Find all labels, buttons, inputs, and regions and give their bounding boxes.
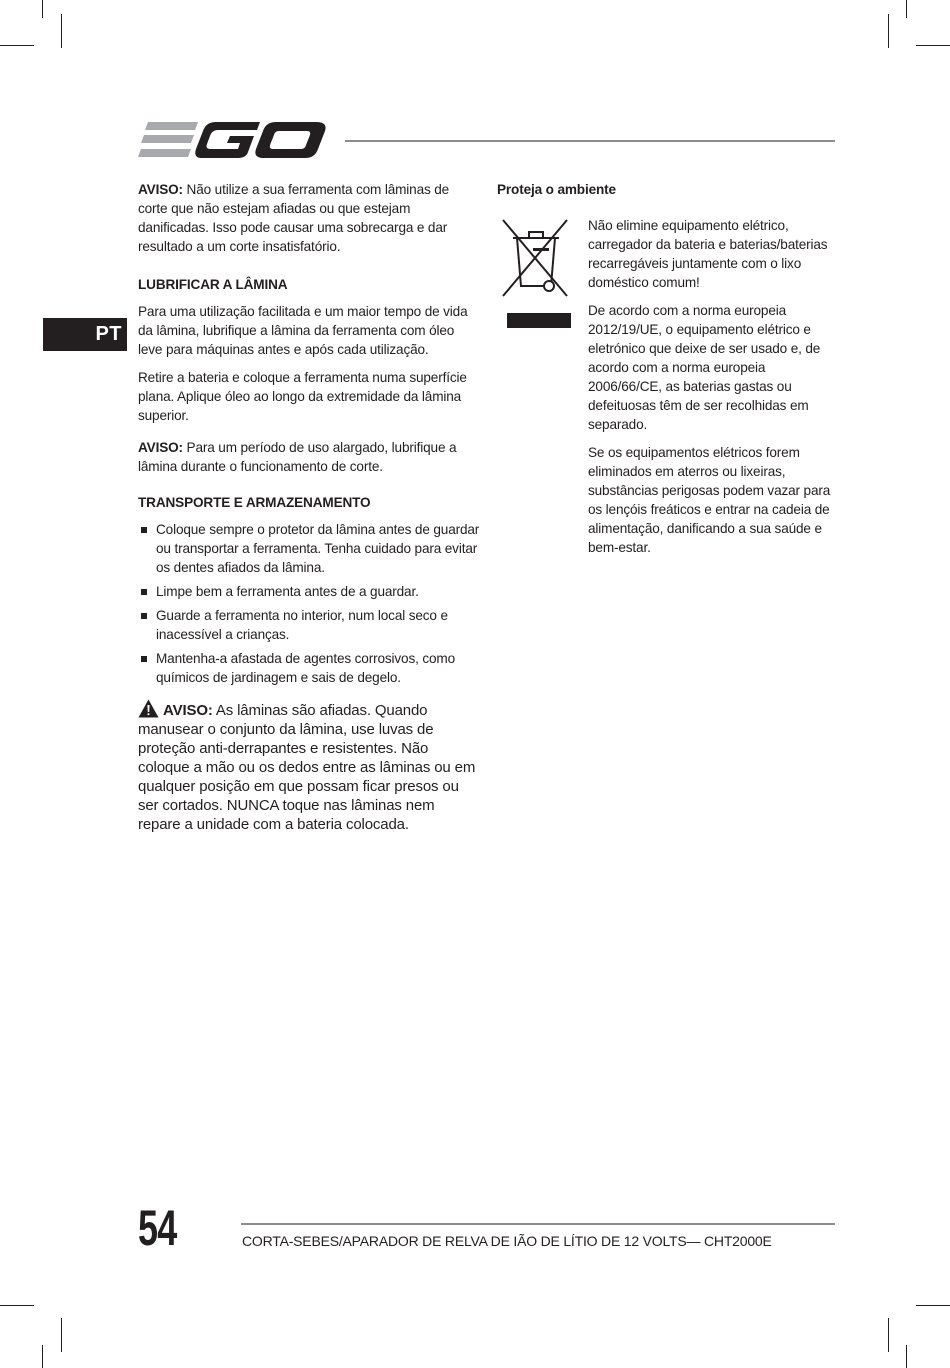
storage-list xyxy=(138,520,480,687)
crop-mark xyxy=(906,0,907,18)
warning-lead: AVISO: xyxy=(163,702,213,719)
crop-mark xyxy=(916,45,950,46)
page-number: 54 xyxy=(138,1200,177,1256)
crop-mark xyxy=(42,1345,43,1368)
environment-paragraph-1: Não elimine equipamento elétrico, carregador da bateria e baterias/baterias recarregáveis juntamente com o lixo doméstico comum! xyxy=(588,218,828,290)
list-item: Limpe bem a ferramenta antes de a guardar. xyxy=(138,582,480,601)
header-rule xyxy=(345,140,835,142)
list-item: Mantenha-a afastada de agentes corrosivos, como químicos de jardinagem e sais de degelo. xyxy=(138,649,480,687)
crop-mark xyxy=(0,1305,34,1306)
right-column xyxy=(497,180,837,566)
footer-title: CORTA-SEBES/APARADOR DE RELVA DE IÃO DE LÍTIO DE 12 VOLTS— CHT2000E xyxy=(242,1233,772,1249)
environment-paragraph-2: De acordo com a norma europeia 2012/19/UE, o equipamento elétrico e eletrónico que deixe de ser usado e, de acordo com a norma europeia 2006/66/CE, as baterias gastas ou defeituosas têm de ser recolhidas em separado. xyxy=(588,303,821,432)
warning-dull-blades xyxy=(138,180,480,256)
section-heading-environment: Proteja o ambiente xyxy=(497,182,616,197)
warning-lubricate xyxy=(138,438,480,476)
warning-text: As lâminas são afiadas. Quando manusear o conjunto da lâmina, use luvas de proteção anti-derrapantes e resistentes. Não coloque a mão ou os dedos entre as lâminas ou em qualquer posição em que possam ficar presos ou ser cortados. NUNCA toque nas lâminas nem repare a unidade com a bateria colocada. xyxy=(138,702,476,833)
crop-mark xyxy=(61,14,62,48)
crop-mark xyxy=(888,1318,889,1352)
warning-lead: AVISO: xyxy=(138,440,183,455)
crop-mark xyxy=(42,0,43,18)
lubricate-paragraph-2: Retire a bateria e coloque a ferramenta numa superfície plana. Aplique óleo ao longo da extremidade da lâmina superior. xyxy=(138,370,467,423)
list-item: Coloque sempre o protetor da lâmina antes de guardar ou transportar a ferramenta. Tenha cuidado para evitar os dentes afiados da lâmina. xyxy=(138,520,480,577)
crop-mark xyxy=(906,1345,907,1368)
crop-mark xyxy=(916,1305,950,1306)
left-column xyxy=(138,180,480,843)
warning-triangle-icon xyxy=(138,699,159,718)
environment-paragraph-3: Se os equipamentos elétricos forem eliminados em aterros ou lixeiras, substâncias perigosas podem vazar para os lençóis freáticos e entrar na cadeia de alimentação, danificando a sua saúde e bem-estar. xyxy=(588,445,831,555)
list-item: Guarde a ferramenta no interior, num local seco e inacessível a crianças. xyxy=(138,606,480,644)
ego-logo xyxy=(138,118,328,162)
warning-text: Não utilize a sua ferramenta com lâminas de corte que não estejam afiadas ou que estejam danificadas. Isso pode causar uma sobrecarga e dar resultado a um corte insatisfatório. xyxy=(138,182,450,254)
crossed-out-wheelie-bin-icon xyxy=(497,216,573,332)
warning-sharp-blades xyxy=(138,699,480,834)
lubricate-paragraph-1: Para uma utilização facilitada e um maior tempo de vida da lâmina, lubrifique a lâmina da ferramenta com óleo leve para máquinas antes e após cada utilização. xyxy=(138,304,468,357)
crop-mark xyxy=(888,14,889,48)
warning-text: Para um período de uso alargado, lubrifique a lâmina durante o funcionamento de corte. xyxy=(138,440,457,474)
section-heading-lubricate: LUBRIFICAR A LÂMINA xyxy=(138,277,288,292)
language-tab-label: PT xyxy=(95,323,122,345)
language-tab xyxy=(43,318,127,351)
footer-rule xyxy=(241,1223,835,1225)
section-heading-storage: TRANSPORTE E ARMAZENAMENTO xyxy=(138,495,371,510)
warning-lead: AVISO: xyxy=(138,182,183,197)
crop-mark xyxy=(0,45,34,46)
crop-mark xyxy=(61,1318,62,1352)
